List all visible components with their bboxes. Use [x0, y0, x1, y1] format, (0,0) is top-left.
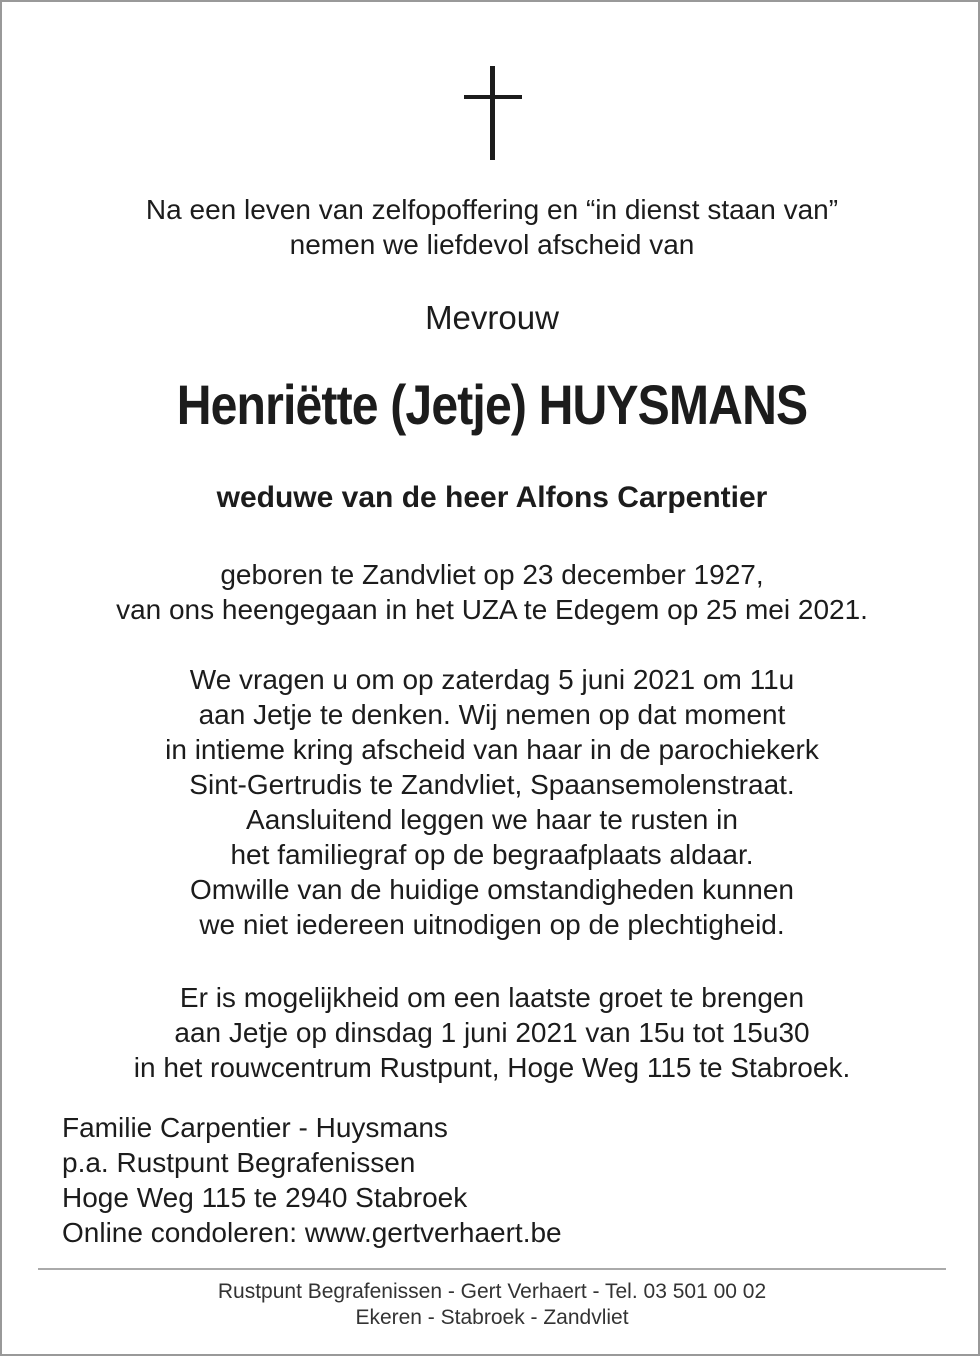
ceremony-line: Sint-Gertrudis te Zandvliet, Spaansemolenstraat. [189, 769, 795, 800]
footer-divider [38, 1268, 946, 1270]
deceased-name: Henriëtte (Jetje) HUYSMANS [176, 373, 808, 436]
widow-of: weduwe van de heer Alfons Carpentier [216, 481, 768, 514]
ceremony-line: Omwille van de huidige omstandigheden kunnen [190, 874, 794, 905]
visitation-line: aan Jetje op dinsdag 1 juni 2021 van 15u tot 15u30 [174, 1017, 810, 1048]
family-contact [62, 1110, 562, 1250]
intro-line: nemen we liefdevol afscheid van [289, 229, 695, 260]
ceremony-line: Aansluitend leggen we haar te rusten in [246, 804, 738, 835]
contact-condolence-link[interactable]: Online condoleren: www.gertverhaert.be [62, 1217, 562, 1248]
visitation-line: in het rouwcentrum Rustpunt, Hoge Weg 115 te Stabroek. [133, 1052, 851, 1083]
contact-care-of: p.a. Rustpunt Begrafenissen [62, 1147, 416, 1178]
death-line: van ons heengegaan in het UZA te Edegem op 25 mei 2021. [116, 594, 868, 625]
contact-address: Hoge Weg 115 te 2940 Stabroek [62, 1182, 468, 1213]
ceremony-line: het familiegraf op de begraafplaats aldaar. [230, 839, 754, 870]
footer-line: Ekeren - Stabroek - Zandvliet [355, 1306, 629, 1329]
intro-text [2, 192, 980, 262]
honorific: Mevrouw [425, 299, 559, 336]
contact-family: Familie Carpentier - Huysmans [62, 1112, 448, 1143]
visitation-info [2, 980, 980, 1085]
ceremony-line: We vragen u om op zaterdag 5 juni 2021 om 11u [189, 664, 795, 695]
ceremony-info [2, 662, 980, 942]
funeral-home-footer [2, 1279, 980, 1331]
cross-icon [464, 66, 522, 160]
visitation-line: Er is mogelijkheid om een laatste groet te brengen [179, 982, 805, 1013]
birth-line: geboren te Zandvliet op 23 december 1927, [220, 559, 764, 590]
ceremony-line: aan Jetje te denken. Wij nemen op dat moment [198, 699, 786, 730]
birth-death-info [2, 557, 980, 627]
intro-line: Na een leven van zelfopoffering en “in dienst staan van” [145, 194, 839, 225]
ceremony-line: we niet iedereen uitnodigen op de plechtigheid. [199, 909, 785, 940]
ceremony-line: in intieme kring afscheid van haar in de parochiekerk [165, 734, 819, 765]
footer-line: Rustpunt Begrafenissen - Gert Verhaert - Tel. 03 501 00 02 [217, 1280, 767, 1303]
